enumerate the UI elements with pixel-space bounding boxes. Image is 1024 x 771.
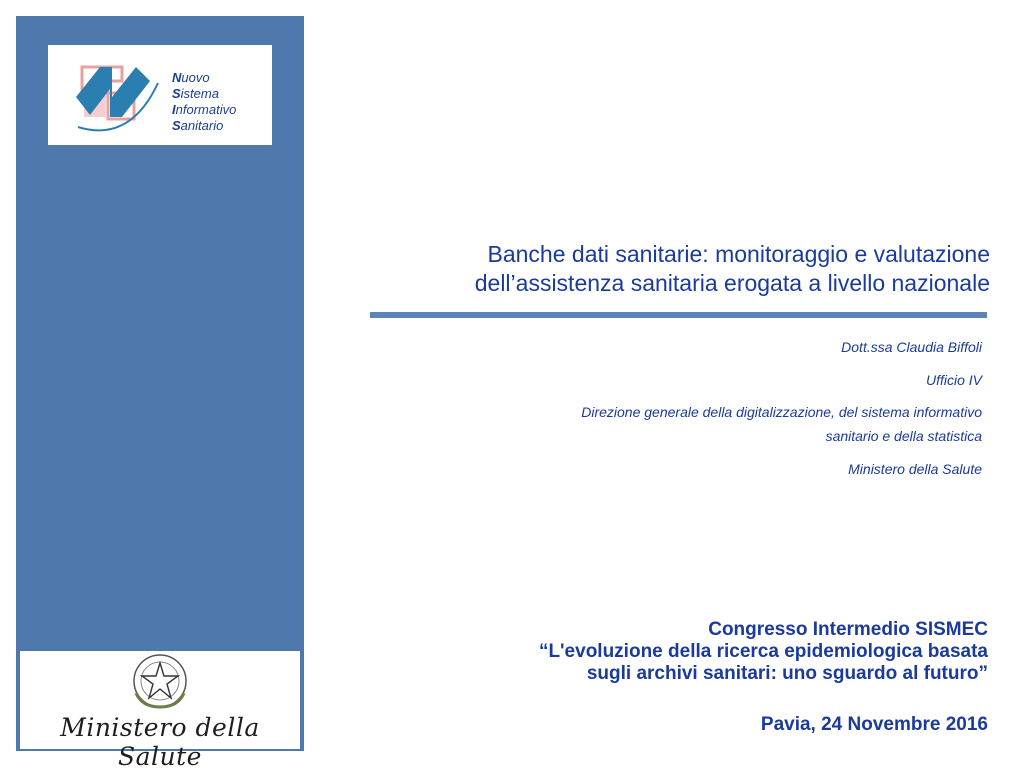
author-direction-line-1: Direzione generale della digitalizzazione, del sistema informativo: [581, 404, 982, 420]
nsis-emblem-icon: [70, 53, 160, 135]
nsis-wordmark: [172, 70, 236, 134]
congress-line-3: sugli archivi sanitari: uno sguardo al futuro”: [586, 663, 988, 684]
title-line-1: Banche dati sanitarie: monitoraggio e valutazione: [487, 241, 990, 267]
author-name: Dott.ssa Claudia Biffoli: [841, 339, 982, 355]
nsis-word-3: Informativo: [172, 102, 237, 117]
title-divider: [370, 312, 987, 318]
place-date: Pavia, 24 Novembre 2016: [760, 714, 988, 735]
nsis-logo: [48, 45, 272, 145]
presentation-title: [370, 240, 990, 298]
nsis-word-2: Sistema: [172, 86, 219, 101]
title-line-2: dell’assistenza sanitaria erogata a livello nazionale: [474, 270, 990, 296]
author-ministry: Ministero della Salute: [848, 461, 982, 477]
italian-republic-emblem-icon: [132, 653, 188, 709]
congress-info: [428, 619, 988, 685]
congress-line-2: “L'evoluzione della ricerca epidemiologica basata: [538, 641, 988, 662]
author-direction-line-2: sanitario e della statistica: [825, 428, 982, 444]
congress-line-1: Congresso Intermedio SISMEC: [708, 619, 988, 640]
ministry-logo: [20, 651, 300, 771]
author-office: Ufficio IV: [925, 372, 982, 388]
nsis-word-4: Sanitario: [172, 118, 224, 133]
nsis-word-1: Nuovo: [172, 70, 210, 85]
ministry-logo-text: Ministero della Salute: [60, 713, 260, 771]
